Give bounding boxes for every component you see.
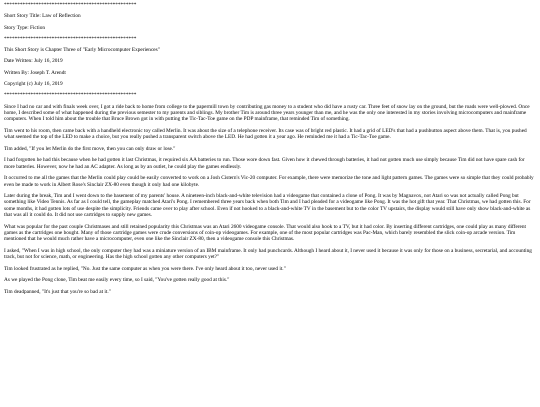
story-paragraph: Later during the break, Tim and I went down to the basement of my parents' house. A nineteen-inch black-and-white television had a videogame that contained a clone of Pong. It was by Magnavox, not Atari so was not actually called Pong but something like Video Tennis. As far as I could tell, the gameplay matched Atari's Pong. I remembered three years back when both Tim and I had pleaded for a videogame like Pong. It was the hot gift that year. That Christmas, we had gotten this. For some months, it had gotten lots of use despite the simplicity. Friends came over to play after school. Even if not hooked to a black-and-white TV in the basement but to the color TV upstairs, the display would still have only show black-and-white as that was all it could do. It did not use cartridges to supply new games. bbox=[4, 193, 531, 219]
story-paragraph: I had forgotten he had this because when he had gotten it last Christmas, it required six AA batteries to run. Those wore down fast. Given how it chewed through batteries, it had not gotten much use simply because Tim did not have spare cash for more batteries. However, now he had an AC adapter. As long as by an outlet, he could play the games endlessly. bbox=[4, 157, 525, 170]
divider-line: ************************************************** bbox=[4, 2, 137, 8]
story-paragraph: Tim deadpanned, "It's just that you're so bad at it." bbox=[4, 288, 111, 295]
series-line: This Short Story is Chapter Three of "Early Microcomputer Experiences" bbox=[4, 47, 160, 54]
story-paragraph: Tim looked frustrated as he replied, "No. Just the same computer as when you were there. I've only heard about it too, never used it." bbox=[4, 265, 286, 272]
date-written-line: Date Written: July 16, 2019 bbox=[4, 58, 63, 65]
story-type-line: Story Type: Fiction bbox=[4, 24, 46, 31]
story-paragraph: As we played the Pong clone, Tim beat me easily every time, so I said, "You've gotten really good at this." bbox=[4, 277, 230, 284]
divider-line: ************************************************** bbox=[4, 92, 137, 99]
copyright-line: Copyright (c) July 16, 2019 bbox=[4, 81, 63, 88]
story-paragraph: What was popular for the past couple Christmases and still retained popularity this Christmas was an Atari 2600 videogame console. That would also hook to a TV, but it had color. By inserting different cartridges, one could play as many different games as the cartridges one bought. Many of those cartridge games were crude conversions of coin-op videogames. For example, one of the most popular cartridges was Pac-Man, which barely resembled the slick coin-op arcade version. Tim mentioned that he would much rather have a microcomputer, even one like the Sinclair ZX-80, then a videogame console this Christmas. bbox=[4, 223, 527, 243]
story-paragraph: Tim went to his room, then came back with a handheld electronic toy called Merlin. It was about the size of a telephone receiver. Its case was of bright red plastic. It had a grid of LED's that had a pushbutton aspect above them. That is, you pushed what seemed the top of the LED to make a choice, but you really pushed a transparent switch above the LED. He had gotten it a year ago. He reminded me it had a Tic-Tac-Toe game. bbox=[4, 127, 527, 141]
story-title-line: Short Story Title: Law of Reflection bbox=[4, 13, 81, 20]
divider-line: ************************************************** bbox=[4, 35, 137, 42]
story-paragraph: It occurred to me all the games that the Merlin could play could be easily converted to work on a Josh Cistern's Vic-20 computer. For example, there were memorize the tone and light pattern games. The games were so simple that they could probably even be made to work in Albert Rose's Sinclair ZX-80 even though it only had one kilobyte. bbox=[4, 175, 534, 188]
story-paragraph: Tim added, "If you let Merlin do the first move, then you can only draw or lose." bbox=[4, 145, 176, 152]
author-line: Written By: Joseph T. Arendt bbox=[4, 69, 66, 76]
story-paragraph: I asked, "When I was in high school, the only computer they had was a miniature version of an IBM mainframe. It only had punchcards. Although I heard about it, I never used it because it was only for those on a business, secretarial, and accounting track, but not for science, math, or engineering. Has the high school gotten any other computers yet?" bbox=[4, 247, 532, 261]
story-paragraph: Since I had no car and with finals week over, I got a ride back to home from college to the papermill town by contributing gas money to a student who did have a rusty car. Three feet of snow lay on the ground, but the roads were well-plowed. Once home, I described some of what happened during the previous semester to my parents and siblings. My brother Tim is around three years younger than me, and he was the only one interested in my stories involving microcomputers and mainframe computers. When I told him about the trouble that Bruce Brown got in with putting the Tic-Tac-Toe game on the PDP mainframe, that reminded Tim of something. bbox=[4, 103, 530, 123]
